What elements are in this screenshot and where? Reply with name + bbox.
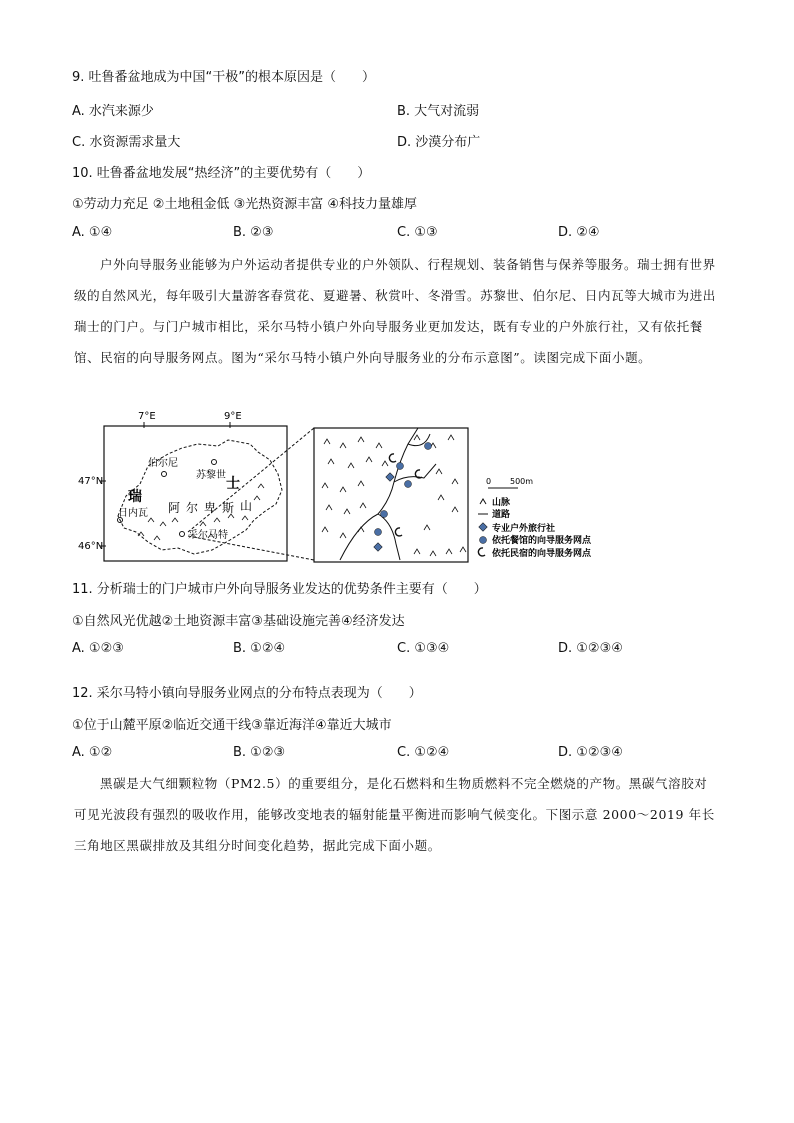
legend-restaurant-label: 依托餐馆的向导服务网点: [492, 536, 592, 546]
q9-stem: 9. 吐鲁番盆地成为中国“干极”的根本原因是（ ）: [72, 70, 376, 85]
q10-option-d: D. ②④: [558, 225, 600, 240]
q12-option-c: C. ①②④: [397, 745, 450, 760]
q9-option-b: B. 大气对流弱: [397, 104, 480, 119]
q10-stem: 10. 吐鲁番盆地发展“热经济”的主要优势有（ ）: [72, 166, 371, 181]
lon-9e-label: 9°E: [224, 411, 242, 422]
q9-option-d: D. 沙漠分布广: [397, 135, 481, 150]
q12-items: ①位于山麓平原②临近交通干线③靠近海洋④靠近大城市: [72, 718, 392, 733]
q10-option-c: C. ①③: [397, 225, 438, 240]
legend-mountain-label: 山脉: [492, 498, 511, 508]
detail-mountain-symbols: [322, 435, 466, 556]
legend-mountain-symbol: [480, 499, 486, 504]
alps-char-er: 尔: [186, 501, 199, 515]
q12-option-d: D. ①②③④: [558, 745, 623, 760]
q11-option-c: C. ①③④: [397, 641, 450, 656]
q12-option-b: B. ①②③: [233, 745, 286, 760]
alps-char-shan: 山: [240, 499, 253, 513]
q11-option-d: D. ①②③④: [558, 641, 623, 656]
city-zurich-label: 苏黎世: [196, 470, 226, 481]
scale-label: 500m: [510, 477, 534, 486]
town-zermatt-label: 采尔马特: [188, 530, 228, 541]
lon-7e-label: 7°E: [138, 411, 156, 422]
q10-items: ①劳动力充足 ②土地租金低 ③光热资源丰富 ④科技力量雄厚: [72, 197, 418, 212]
detail-service-points: [374, 443, 432, 552]
q12-option-a: A. ①②: [72, 745, 113, 760]
legend-restaurant-symbol: [480, 537, 487, 544]
city-bern-label: 伯尔尼: [148, 458, 178, 469]
q10-option-a: A. ①④: [72, 225, 113, 240]
bern-marker: [162, 472, 167, 477]
zermatt-map-figure: [78, 404, 638, 564]
country-rui-label: 瑞: [128, 489, 142, 505]
q9-option-a: A. 水汽来源少: [72, 104, 154, 119]
alps-char-a: 阿: [168, 501, 181, 515]
zermatt-detail-frame: [314, 428, 468, 562]
legend-agency-label: 专业户外旅行社: [492, 524, 556, 534]
lat-47n-label: 47°N: [78, 476, 104, 487]
q11-stem: 11. 分析瑞士的门户城市户外向导服务业发达的优势条件主要有（ ）: [72, 582, 487, 597]
country-shi-label: 士: [226, 476, 240, 492]
zermatt-marker: [180, 532, 185, 537]
legend-homestay-symbol: [478, 548, 485, 556]
q11-option-a: A. ①②③: [72, 641, 124, 656]
alps-char-si: 斯: [222, 501, 235, 515]
city-geneva-label: 日内瓦: [118, 508, 148, 519]
q11-option-b: B. ①②④: [233, 641, 286, 656]
detail-roads: [340, 428, 436, 560]
scale-zero-label: 0: [486, 477, 492, 486]
passage-outdoor-guide: 户外向导服务业能够为户外运动者提供专业的户外领队、行程规划、装备销售与保养等服务。瑞士拥有世界级的自然风光，每年吸引大量游客春赏花、夏避暑、秋赏叶、冬滑雪。苏黎世、伯尔尼、日内瓦等大城市为进出瑞士的门户。与门户城市相比，采尔马特小镇户外向导服务业更加发达，既有专业的户外旅行社，又有依托餐馆、民宿的向导服务网点。图为“采尔马特小镇户外向导服务业的分布示意图”。读图完成下面小题。: [74, 257, 716, 365]
q9-option-c: C. 水资源需求量大: [72, 135, 181, 150]
zurich-marker: [212, 460, 217, 465]
legend-homestay-label: 依托民宿的向导服务网点: [492, 549, 592, 559]
lat-46n-label: 46°N: [78, 541, 104, 552]
passage-black-carbon: 黑碳是大气细颗粒物（PM2.5）的重要组分，是化石燃料和生物质燃料不完全燃烧的产物。黑碳气溶胶对可见光波段有强烈的吸收作用，能够改变地表的辐射能量平衡进而影响气候变化。下图示意 2000～2019 年长三角地区黑碳排放及其组分时间变化趋势，据此完成下面小题。: [74, 776, 715, 853]
q12-stem: 12. 采尔马特小镇向导服务业网点的分布特点表现为（ ）: [72, 686, 422, 701]
q10-option-b: B. ②③: [233, 225, 274, 240]
legend-road-label: 道路: [492, 510, 511, 520]
q11-items: ①自然风光优越②土地资源丰富③基础设施完善④经济发达: [72, 614, 405, 629]
alps-char-bei: 卑: [204, 501, 217, 515]
detail-homestay-points: [389, 454, 422, 536]
legend-agency-symbol: [479, 523, 487, 531]
